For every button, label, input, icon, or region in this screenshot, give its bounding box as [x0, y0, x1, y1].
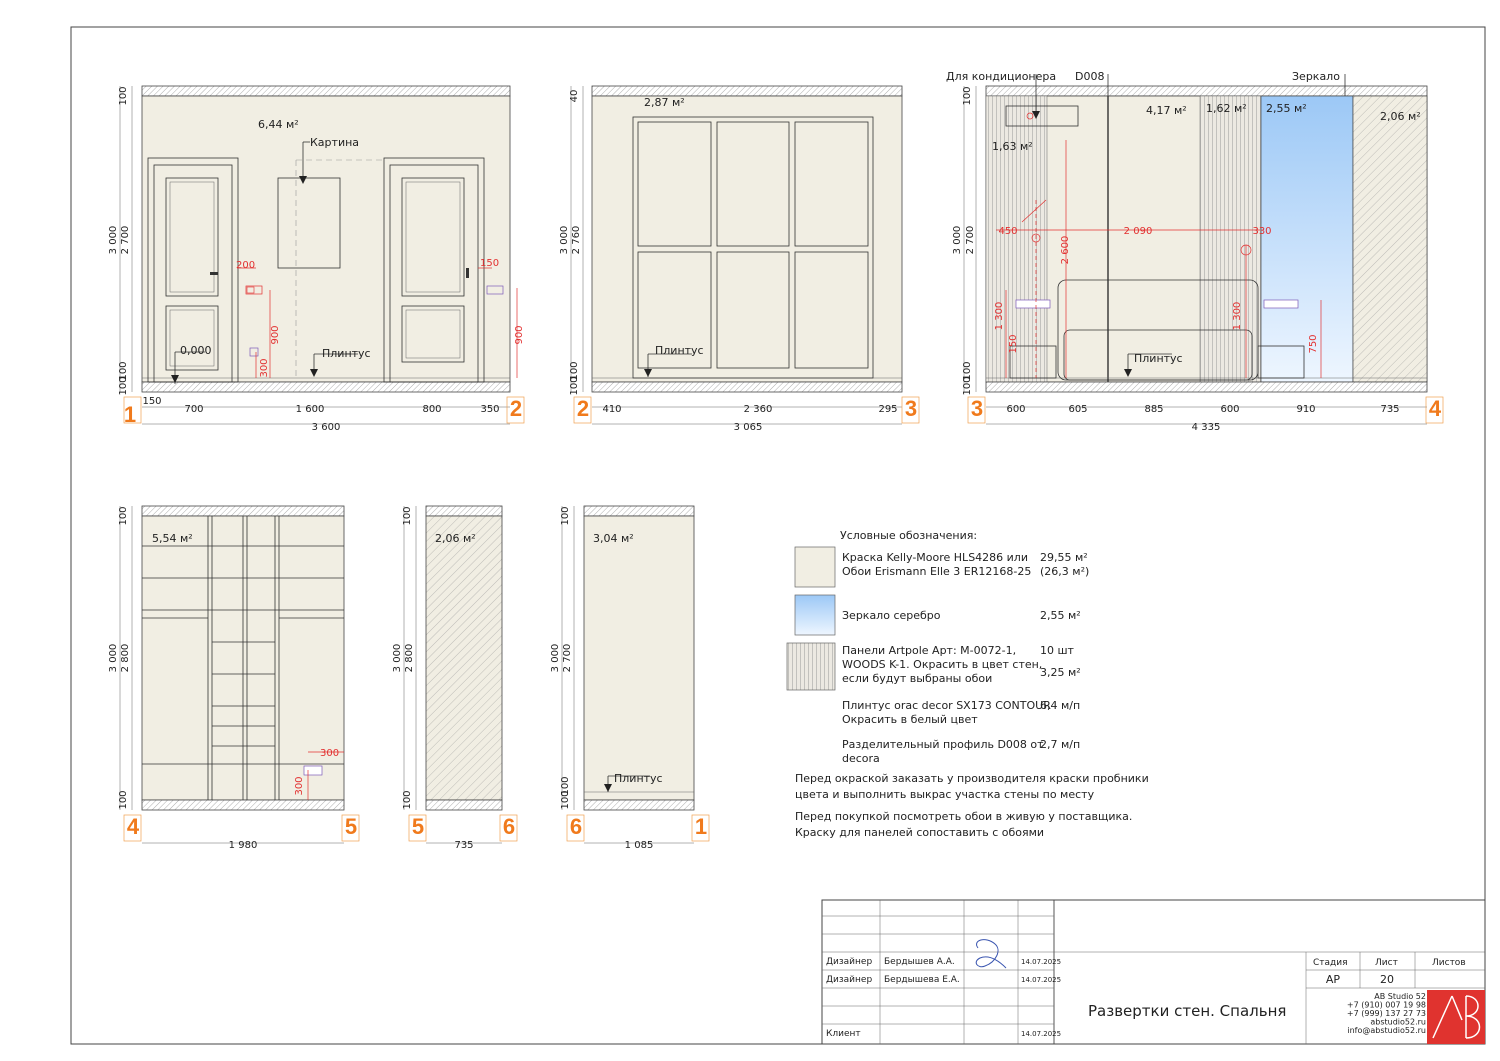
area-label: 4,17 м² — [1146, 104, 1187, 117]
studio-info: +7 (999) 137 27 73 — [1346, 1009, 1426, 1018]
dimension-label: 350 — [480, 404, 500, 415]
name-label: Бердышева Е.А. — [884, 975, 960, 985]
dimension-label: 600 — [1006, 404, 1026, 415]
dimension-vertical: 100 — [560, 790, 571, 810]
legend-item-text: Плинтус orac decor SX173 CONTOUR — [842, 699, 1051, 712]
axis-number: 6 — [502, 814, 516, 839]
role-label: Дизайнер — [826, 957, 873, 967]
legend-item-value: 3,25 м² — [1040, 666, 1081, 679]
dimension-label: 600 — [1220, 404, 1240, 415]
red-dimension: 1 300 — [1232, 301, 1243, 331]
dimension-vertical: 2 700 — [965, 225, 976, 255]
legend-item-text: decora — [842, 752, 880, 765]
axis-number: 5 — [411, 814, 425, 839]
legend-item-text: если будут выбраны обои — [842, 672, 993, 685]
stage-header: Стадия — [1313, 958, 1348, 968]
dimension-vertical: 100 — [569, 376, 580, 396]
dimension-vertical: 100 — [962, 376, 973, 396]
area-label: 2,55 м² — [1266, 102, 1307, 115]
dimension-total: 1 085 — [624, 840, 654, 851]
legend-item-value: 10 шт — [1040, 644, 1074, 657]
dimension-vertical: 2 700 — [120, 225, 131, 255]
picture-label: Картина — [310, 136, 360, 149]
dimension-vertical: 3 000 — [108, 643, 119, 673]
red-dimension: 900 — [270, 325, 281, 345]
swatch-panels — [787, 643, 835, 690]
date-label: 14.07.2025 — [1021, 958, 1062, 966]
ac-label: Для кондиционера — [946, 70, 1057, 83]
dimension-label: 910 — [1296, 404, 1316, 415]
red-dimension: 2 090 — [1123, 226, 1153, 237]
signature — [976, 940, 1006, 968]
dimension-vertical: 100 — [560, 776, 571, 796]
sheet-number: 20 — [1380, 973, 1394, 986]
legend-note: Краску для панелей сопоставить с обоями — [795, 826, 1045, 839]
axis-number: 1 — [694, 814, 708, 839]
red-dimension: 150 — [1008, 334, 1019, 354]
axis-number: 6 — [569, 814, 583, 839]
sheet-title: Развертки стен. Спальня — [1088, 1002, 1287, 1020]
studio-info: info@abstudio52.ru — [1347, 1026, 1426, 1035]
dimension-vertical: 2 760 — [571, 225, 582, 255]
area-label: 1,63 м² — [992, 140, 1033, 153]
area-label: 1,62 м² — [1206, 102, 1247, 115]
role-label: Дизайнер — [826, 975, 873, 985]
sheets-header: Листов — [1432, 958, 1466, 968]
axis-number: 4 — [126, 814, 140, 839]
plinth-label: Плинтус — [655, 344, 704, 357]
swatch-mirror — [795, 595, 835, 635]
dimension-vertical: 100 — [118, 790, 129, 810]
dimension-label: 885 — [1144, 404, 1164, 415]
dimension-vertical: 100 — [118, 376, 129, 396]
mirror-label: Зеркало — [1292, 70, 1340, 83]
sheet-header: Лист — [1375, 958, 1398, 968]
dimension-total: 3 065 — [733, 422, 763, 433]
area-label: 2,06 м² — [1380, 110, 1421, 123]
dimension-vertical: 3 000 — [952, 225, 963, 255]
legend-item-value: 2,7 м/п — [1040, 738, 1081, 751]
dimension-vertical: 3 000 — [550, 643, 561, 673]
dimension-vertical: 100 — [962, 361, 973, 381]
dimension-label: 605 — [1068, 404, 1088, 415]
legend-swatches — [787, 547, 835, 690]
date-label: 14.07.2025 — [1021, 976, 1062, 984]
red-dimension: 2 600 — [1060, 235, 1071, 265]
legend-item-text: Разделительный профиль D008 от — [842, 738, 1044, 751]
legend-item-text: Зеркало серебро — [842, 609, 941, 622]
dimension-total: 735 — [454, 840, 474, 851]
dimension-vertical: 2 800 — [404, 643, 415, 673]
legend-item-value: 6,4 м/п — [1040, 699, 1081, 712]
red-dimension: 900 — [514, 325, 525, 345]
dimension-vertical: 2 700 — [562, 643, 573, 673]
axis-number: 2 — [509, 396, 523, 421]
red-dimension: 750 — [1308, 334, 1319, 354]
dimension-label: 295 — [878, 404, 898, 415]
legend-item-value: (26,3 м²) — [1040, 565, 1090, 578]
dimension-label: 735 — [1380, 404, 1400, 415]
elevation-2 — [571, 86, 919, 424]
axis-number: 2 — [576, 396, 590, 421]
date-label: 14.07.2025 — [1021, 1030, 1062, 1038]
red-dimension: 150 — [480, 258, 500, 269]
legend-note: цвета и выполнить выкрас участка стены по месту — [795, 788, 1095, 801]
dimension-vertical: 3 000 — [108, 225, 119, 255]
level-label: 0,000 — [180, 344, 212, 357]
elevation-3 — [964, 74, 1443, 424]
dimension-label: 1 600 — [295, 404, 325, 415]
red-dimension: 1 300 — [994, 301, 1005, 331]
legend-note: Перед покупкой посмотреть обои в живую у поставщика. — [795, 810, 1133, 823]
dimension-vertical: 100 — [402, 506, 413, 526]
axis-number: 1 — [123, 401, 137, 427]
elevation-5 — [404, 506, 517, 843]
dimension-label: 410 — [602, 404, 622, 415]
role-label: Клиент — [826, 1029, 861, 1039]
dimension-total: 1 980 — [228, 840, 258, 851]
dimension-label: 2 360 — [743, 404, 773, 415]
elevation-6 — [562, 506, 709, 843]
dimension-vertical: 3 000 — [559, 225, 570, 255]
studio-info: +7 (910) 007 19 98 — [1346, 1000, 1426, 1010]
area-label: 5,54 м² — [152, 532, 193, 545]
dimension-label: 800 — [422, 404, 442, 415]
dimension-vertical: 3 000 — [392, 643, 403, 673]
area-label: 3,04 м² — [593, 532, 634, 545]
legend-item-value: 29,55 м² — [1040, 551, 1088, 564]
studio-logo — [1427, 990, 1485, 1044]
plinth-label: Плинтус — [614, 772, 663, 785]
red-dimension: 300 — [294, 776, 305, 796]
dimension-vertical: 100 — [118, 86, 129, 106]
plinth-label: Плинтус — [322, 347, 371, 360]
dimension-label: 700 — [184, 404, 204, 415]
area-label: 2,06 м² — [435, 532, 476, 545]
stage-value: АР — [1325, 973, 1341, 986]
dimension-total: 4 335 — [1191, 422, 1221, 433]
dimension-vertical: 100 — [962, 86, 973, 106]
dimension-label: 150 — [142, 396, 162, 407]
dimension-total: 3 600 — [311, 422, 341, 433]
red-dimension: 300 — [320, 748, 340, 759]
dimension-vertical: 100 — [118, 506, 129, 526]
elevation-4 — [120, 506, 359, 843]
dimension-vertical: 100 — [402, 790, 413, 810]
studio-info: AB Studio 52 — [1374, 992, 1426, 1001]
axis-number: 3 — [904, 396, 918, 421]
legend-title: Условные обозначения: — [840, 529, 978, 542]
axis-number: 5 — [344, 814, 358, 839]
red-dimension: 450 — [998, 226, 1018, 237]
legend-item-text: Панели Artpole Арт: M-0072-1, — [842, 644, 1017, 657]
profile-label: D008 — [1075, 70, 1105, 83]
legend-item-text: Обои Erismann Elle 3 ER12168-25 — [842, 565, 1032, 578]
dimension-vertical: 40 — [569, 89, 580, 103]
legend-note: Перед окраской заказать у производителя краски пробники — [795, 772, 1149, 785]
swatch-paint — [795, 547, 835, 587]
name-label: Бердышев А.А. — [884, 957, 955, 967]
legend-item-value: 2,55 м² — [1040, 609, 1081, 622]
axis-number: 3 — [970, 396, 984, 421]
area-label: 2,87 м² — [644, 96, 685, 109]
legend-item-text: WOODS K-1. Окрасить в цвет стен, — [842, 658, 1043, 671]
legend-item-text: Окрасить в белый цвет — [842, 713, 978, 726]
dimension-vertical: 100 — [560, 506, 571, 526]
dimension-vertical: 2 800 — [120, 643, 131, 673]
axis-number: 4 — [1428, 396, 1442, 421]
dimension-vertical: 100 — [569, 361, 580, 381]
plinth-label: Плинтус — [1134, 352, 1183, 365]
studio-info: abstudio52.ru — [1370, 1017, 1426, 1027]
red-dimension: 200 — [236, 260, 256, 271]
legend-item-text: Краска Kelly-Moore HLS4286 или — [842, 551, 1028, 564]
area-label: 6,44 м² — [258, 118, 299, 131]
dimension-vertical: 100 — [118, 361, 129, 381]
red-dimension: 330 — [1252, 226, 1272, 237]
red-dimension: 300 — [259, 358, 270, 378]
